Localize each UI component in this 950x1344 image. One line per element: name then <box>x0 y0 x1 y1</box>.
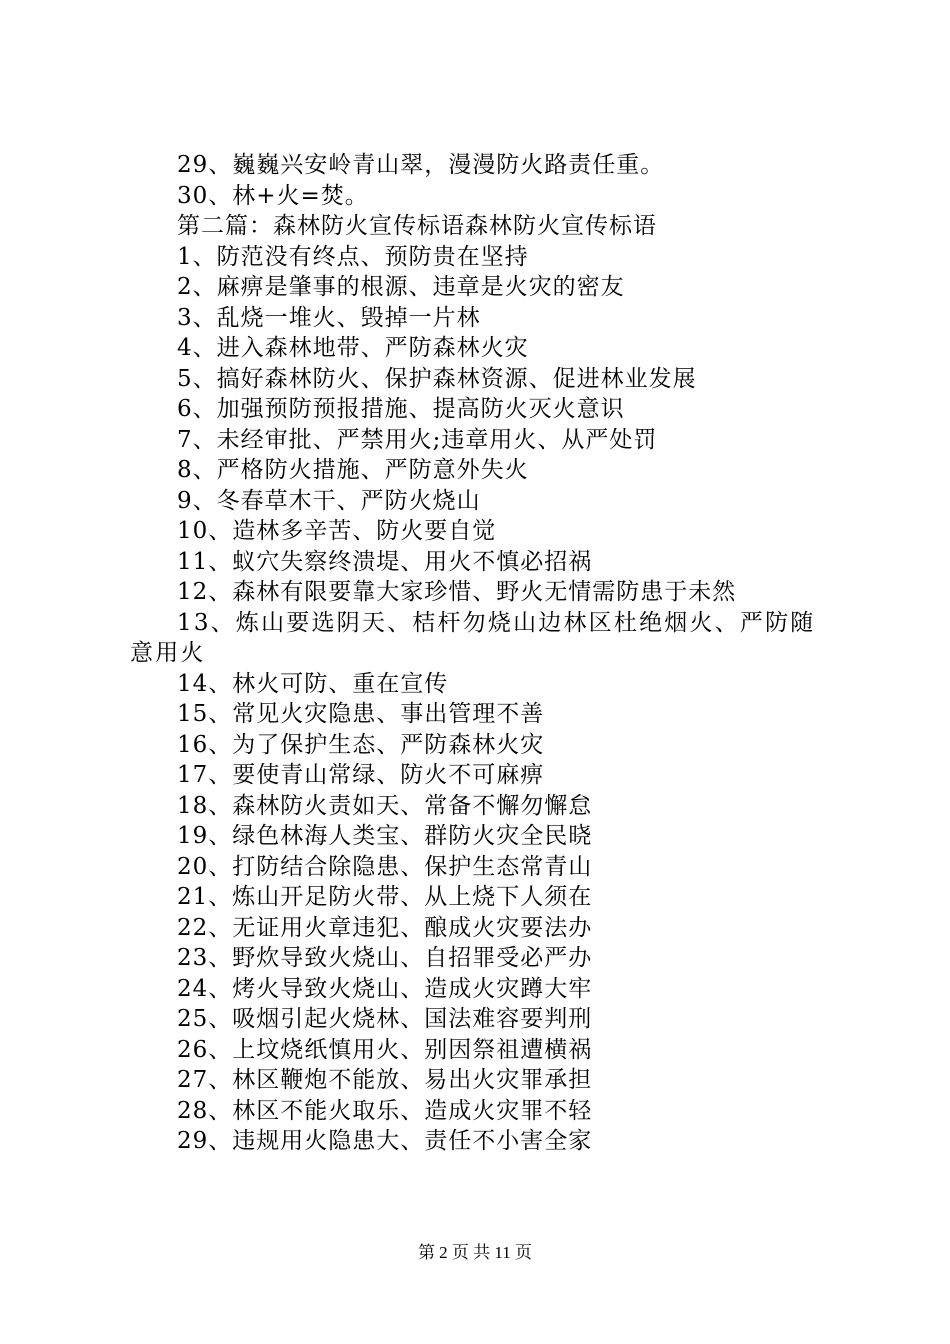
slogan-item: 2、麻痹是肇事的根源、违章是火灾的密友 <box>177 274 625 300</box>
slogan-item: 15、常见火灾隐患、事出管理不善 <box>177 701 545 727</box>
slogan-item: 23、野炊导致火烧山、自招罪受必严办 <box>177 945 593 971</box>
slogan-item: 13、炼山要选阴天、桔杆勿烧山边林区杜绝烟火、严防随意用火 <box>130 609 816 666</box>
slogan-item: 10、造林多辛苦、防火要自觉 <box>177 518 497 544</box>
text-line: 30、林+火=焚。 <box>177 182 369 209</box>
slogan-item: 17、要使青山常绿、防火不可麻痹 <box>177 762 545 788</box>
text-line: 29、巍巍兴安岭青山翠，漫漫防火路责任重。 <box>177 152 665 178</box>
slogan-item: 16、为了保护生态、严防森林火灾 <box>177 731 545 758</box>
slogan-item: 28、林区不能火取乐、造成火灾罪不轻 <box>177 1097 593 1124</box>
slogan-item: 12、森林有限要靠大家珍惜、野火无情需防患于未然 <box>177 579 737 605</box>
slogan-item: 22、无证用火章违犯、酿成火灾要法办 <box>177 914 593 941</box>
slogan-item: 8、严格防火措施、严防意外失火 <box>177 457 529 483</box>
slogan-item: 26、上坟烧纸慎用火、别因祭祖遭横祸 <box>177 1036 593 1063</box>
slogan-item: 11、蚁穴失察终溃堤、用火不慎必招祸 <box>177 548 593 575</box>
slogan-item: 27、林区鞭炮不能放、易出火灾罪承担 <box>177 1067 593 1093</box>
section-heading: 第二篇：森林防火宣传标语森林防火宣传标语 <box>177 213 657 239</box>
slogan-item: 9、冬春草木干、严防火烧山 <box>177 487 481 514</box>
slogan-item: 6、加强预防预报措施、提高防火灭火意识 <box>177 396 625 422</box>
slogan-item: 4、进入森林地带、严防森林火灾 <box>177 335 529 361</box>
slogan-item: 5、搞好森林防火、保护森林资源、促进林业发展 <box>177 365 697 392</box>
slogan-item: 20、打防结合除隐患、保护生态常青山 <box>177 853 593 880</box>
slogan-item: 19、绿色林海人类宝、群防火灾全民晓 <box>177 823 593 849</box>
slogan-item: 14、林火可防、重在宣传 <box>177 670 449 697</box>
page-number-footer: 第 2 页 共 11 页 <box>417 1243 533 1262</box>
slogan-item: 21、炼山开足防火带、从上烧下人须在 <box>177 884 593 910</box>
slogan-item: 3、乱烧一堆火、毁掉一片林 <box>177 304 481 331</box>
slogan-item: 7、未经审批、严禁用火;违章用火、从严处罚 <box>177 426 658 453</box>
slogan-item: 18、森林防火责如天、常备不懈勿懈怠 <box>177 792 593 819</box>
document-body <box>130 150 835 1157</box>
slogan-item: 1、防范没有终点、预防贵在坚持 <box>177 243 529 270</box>
slogan-item: 24、烤火导致火烧山、造成火灾蹲大牢 <box>177 975 593 1002</box>
slogan-item: 25、吸烟引起火烧林、国法难容要判刑 <box>177 1006 593 1032</box>
slogan-item: 29、违规用火隐患大、责任不小害全家 <box>177 1128 593 1154</box>
